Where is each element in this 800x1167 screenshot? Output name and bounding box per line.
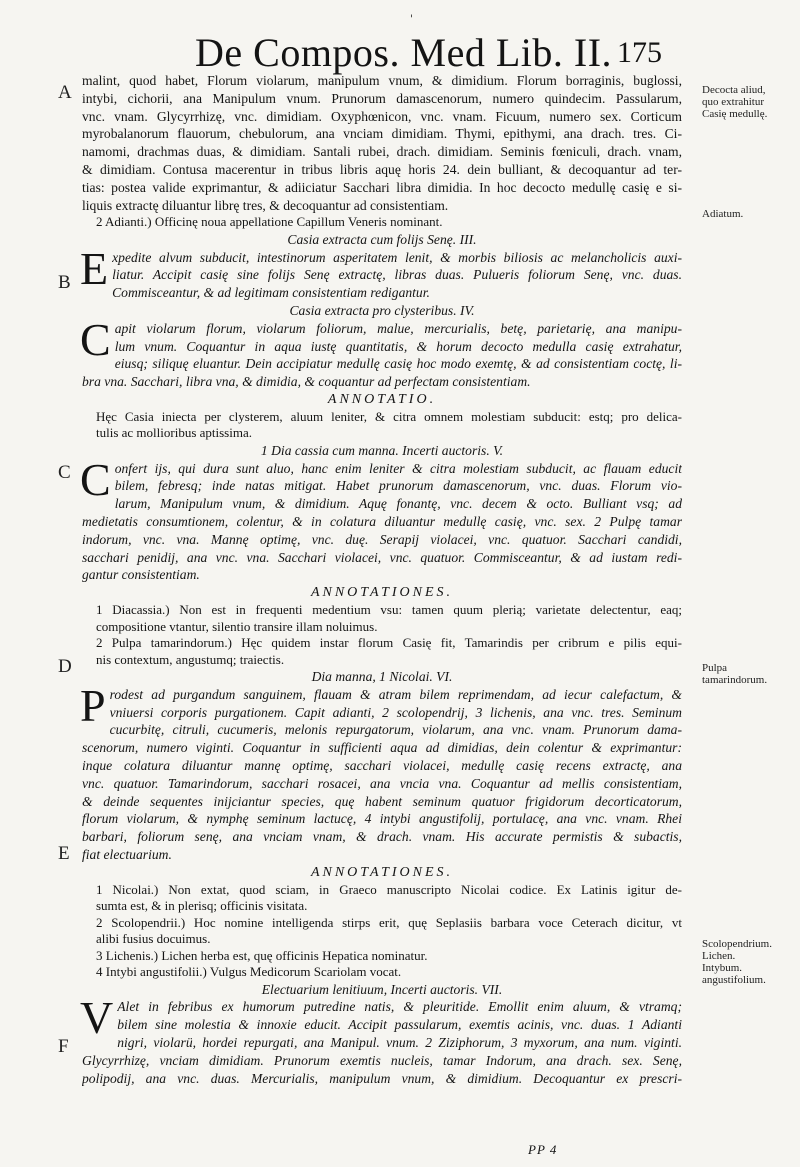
- section-iii-paragraph: [80, 242, 682, 302]
- text-line: vnc. vnam. Glycyrrhizę, vnc. dimidiam. Oxyphœnicon, vnc. vnam. Ficuum, numero sex. Corticum: [82, 108, 682, 124]
- text-line: & dimidiam. Contusa macerentur in tribus libris aquę horis 24. dein bulliant, & decoquantur ad ter-: [82, 161, 682, 177]
- text-column: [82, 72, 682, 1087]
- margin-note-adiantum: Adiatum.: [702, 208, 744, 220]
- text-line: larum, Manipulum vnum, & dimidium. Aquę fonantę, vnc. decem & octo. Bulliant vsq; ad: [114, 496, 682, 512]
- text-line: vniuersi corporis purgationem. Capit adianti, 2 scolopendrij, 3 lichenis, ana vnc. tres. Seminum: [109, 704, 682, 720]
- text-line: 4 Intybi angustifolii.) Vulgus Medicorum Scariolam vocat.: [96, 964, 402, 980]
- margin-letter-f: F: [58, 1036, 69, 1057]
- text-line: 2 Pulpa tamarindorum.) Hęc quidem instar florum Casię fit, Tamarindis per cribrum e pilis equi-: [96, 635, 682, 651]
- text-line: malint, quod habet, Florum violarum, manipulum vnum, & dimidium. Florum borraginis, buglossi,: [82, 73, 682, 88]
- text-line: 2 Scolopendrii.) Hoc nomine intelligenda stirps erit, quę Seplasiis barbara voce Ceterach dicitur, vt: [96, 914, 682, 930]
- text-line: gantur consistentiam.: [82, 567, 200, 583]
- section-vi-paragraph: [80, 679, 682, 864]
- text-line: compositione vtantur, silentio transire illam noluimus.: [96, 618, 378, 634]
- annotationes-heading: ANNOTATIONES.: [310, 585, 454, 601]
- section-vi-notes: [82, 882, 682, 981]
- text-line: bilem sine molestia & innoxie educit. Accipit passularum, exemtis acinis, vnc. duas. 1 Adianti: [117, 1017, 682, 1033]
- text-line: apit violarum florum, violarum foliorum, malue, mercurialis, betę, parietarię, ana manipu-: [114, 320, 682, 336]
- margin-letter-c: C: [58, 462, 71, 483]
- section-vii-paragraph: [80, 992, 682, 1087]
- running-title: De Compos. Med Lib. II.: [195, 30, 613, 75]
- text-line: sumta est, & in plerisq; officinis visitata.: [96, 898, 308, 914]
- drop-cap: P: [80, 679, 106, 731]
- section-v-notes: [82, 602, 682, 668]
- section-iv-paragraph: [80, 313, 682, 391]
- margin-letter-a: A: [58, 82, 72, 103]
- text-line: onfert ijs, qui dura sunt aluo, hanc enim leniter & citra molestiam subducit, ac flauam educit: [114, 460, 682, 476]
- page-number: 175: [617, 36, 662, 69]
- text-line: xpedite alvum subducit, intestinorum asperitatem lenit, & morbis biliosis ac melancholicis auxi-: [112, 249, 682, 265]
- text-line: Hęc Casia iniecta per clysterem, aluum leniter, & citra omnem molestiam subducit: estq; pro delica-: [96, 408, 682, 424]
- text-line: liquis extractę diluantur librę tres, & decoquantur ad consistentiam.: [82, 197, 449, 213]
- margin-note-scolopendrium: Scolopendrium. Lichen. Intybum. angustifolium.: [702, 938, 772, 986]
- drop-cap: V: [80, 992, 114, 1044]
- section-heading-iii: Casia extracta cum folijs Senę. III.: [287, 231, 477, 247]
- text-line: fiat electuarium.: [82, 846, 172, 862]
- text-line: nigri, violarü, hordei repurgati, ana Manipul. vnum. 2 Ziziphorum, 3 myxorum, ana num. viginti.: [117, 1034, 682, 1050]
- text-line: scenorum, numero viginti. Coquantur in sufficienti aqua ad dimidias, dein colentur & exprimantur:: [82, 740, 682, 756]
- text-line: bra vna. Sacchari, libra vna, & dimidia, & coquantur ad perfectam consistentiam.: [82, 374, 531, 390]
- text-line: barbari, foliorum senę, ana vnciam vnam, & drach. vnam. His accurate permistis & subactis,: [82, 829, 682, 845]
- text-line: medietatis consumtionem, colentur, & in colatura diluantur medullę casię, vnc. sex. 2 Pulpę tamar: [82, 514, 682, 530]
- note-adianti: 2 Adianti.) Officinę noua appellatione Capillum Veneris nominant.: [96, 214, 443, 230]
- running-header: [195, 30, 695, 76]
- text-line: cucurbitę, citruli, cucumeris, melonis repurgatorum, violarum, ana vnc. vnam. Prunorum dama-: [109, 722, 682, 738]
- text-line: bilem, febresq; inde natas mitigat. Habet prunorum damascenorum, vnc. duas. Florum vio-: [114, 478, 682, 494]
- section-v-paragraph: [80, 453, 682, 585]
- margin-note-decocta: Decocta aliud, quo extrahitur Casię medullę.: [702, 84, 768, 120]
- text-line: inque colatura diluantur mannę optimę, sacchari violacei, medullę casię recens extractę, ana: [82, 758, 682, 773]
- text-line: 1 Diacassia.) Non est in frequenti medentium vsu: tamen quum plerią; varietate delectentur, eaq;: [96, 602, 682, 618]
- text-line: eiusq; siliquę eluantur. Dein accipiatur medullę casię hoc modo exemtę, & ad consistentiam coctę, li-: [114, 356, 682, 372]
- text-line: lum vnum. Coquantur in aqua iustę quantitatis, & horum decocto medulla casię extrahatur,: [114, 338, 682, 354]
- drop-cap: C: [80, 453, 111, 505]
- signature-mark: PP 4: [528, 1142, 558, 1157]
- text-line: myrobalanorum flauorum, chebulorum, ana vnciam dimidiam. Thymi, epithymi, ana drach. tres. Ci-: [82, 126, 682, 142]
- text-line: & deinde sequentes inijciantur species, quę habent seminum quatuor frigidorum decorticatorum,: [82, 793, 682, 809]
- text-line: florum violarum, & nymphę seminum lactucę, 4 intybi angustifolij, portulacę, ana vnc. vnam. Rhei: [82, 811, 682, 827]
- text-line: tias: postea valide exprimantur, & adiiciatur Sacchari libra dimidia. In hoc decocto medullę casię e si-: [82, 179, 682, 195]
- drop-cap: E: [80, 242, 109, 294]
- text-line: vnc. quatuor. Tamarindorum, sacchari rosacei, ana vncia vna. Coquantur ad mellis consistentiam,: [82, 775, 682, 791]
- intro-paragraph: [82, 72, 682, 214]
- text-line: 1 Nicolai.) Non extat, quod sciam, in Graeco manuscripto Nicolai codice. Ex Latinis igitur de-: [96, 881, 682, 897]
- page-mark: ': [410, 14, 413, 25]
- margin-letter-e: E: [58, 843, 70, 864]
- section-heading-vii: Electuarium lenitiuum, Incerti auctoris. VII.: [261, 981, 503, 997]
- text-line: Commisceantur, & ad legitimam consistentiam redigantur.: [112, 285, 430, 301]
- text-line: alibi fusius docuimus.: [96, 931, 211, 947]
- text-line: intybi, cichorii, ana Manipulum vnum. Prunorum damascenorum, numero quindecim. Passularum,: [82, 90, 682, 106]
- section-heading-v: 1 Dia cassia cum manna. Incerti auctoris. V.: [260, 442, 504, 458]
- annotatio-text: [82, 409, 682, 442]
- text-line: namomi, drachmas duas, & dimidiam. Santali rubei, drach. dimidiam. Seminis fœniculi, drach. vnam,: [82, 144, 682, 160]
- annotationes-heading: ANNOTATIONES.: [310, 864, 454, 880]
- section-heading-vi: Dia manna, 1 Nicolai. VI.: [311, 669, 453, 685]
- text-line: Alet in febribus ex humorum putredine natis, & pleuritide. Emollit enim aluum, & vtramq;: [117, 999, 682, 1015]
- text-line: indorum, vnc. vna. Mannę optimę, vnc. duę. Serapij violacei, vnc. quatuor. Sacchari candidi,: [82, 531, 682, 547]
- text-line: sacchari penidij, ana vnc. vna. Sacchari violacei, vnc. quatuor. Commisceantur, & ad iustam redi-: [82, 549, 682, 565]
- text-line: liatur. Accipit casię sine folijs Senę extractę, libras duas. Pulueris foliorum Senę, vnc. duas.: [112, 267, 682, 283]
- section-heading-iv: Casia extracta pro clysteribus. IV.: [289, 303, 475, 319]
- text-line: nis contextum, angustumq; traiectis.: [96, 651, 285, 667]
- text-line: rodest ad purgandum sanguinem, flauam & atram bilem reprimendam, ad iecur calefactum, &: [109, 686, 682, 702]
- margin-letter-b: B: [58, 272, 71, 293]
- margin-note-pulpa: Pulpa tamarindorum.: [702, 662, 768, 686]
- annotatio-heading: ANNOTATIO.: [327, 392, 437, 408]
- text-line: 3 Lichenis.) Lichen herba est, quę officinis Hepatica nominatur.: [96, 947, 428, 963]
- margin-letter-d: D: [58, 656, 72, 677]
- drop-cap: C: [80, 313, 111, 365]
- text-line: polipodij, ana vnc. duas. Mercurialis, manipulum vnum, & dimidium. Decoquantur ex prescri-: [82, 1070, 682, 1086]
- text-line: Glycyrrhizę, vnciam dimidiam. Prunorum exemtis nucleis, tamar Indorum, ana drach. sex. Senę,: [82, 1052, 682, 1068]
- text-line: tulis ac mollioribus aptissima.: [96, 425, 252, 441]
